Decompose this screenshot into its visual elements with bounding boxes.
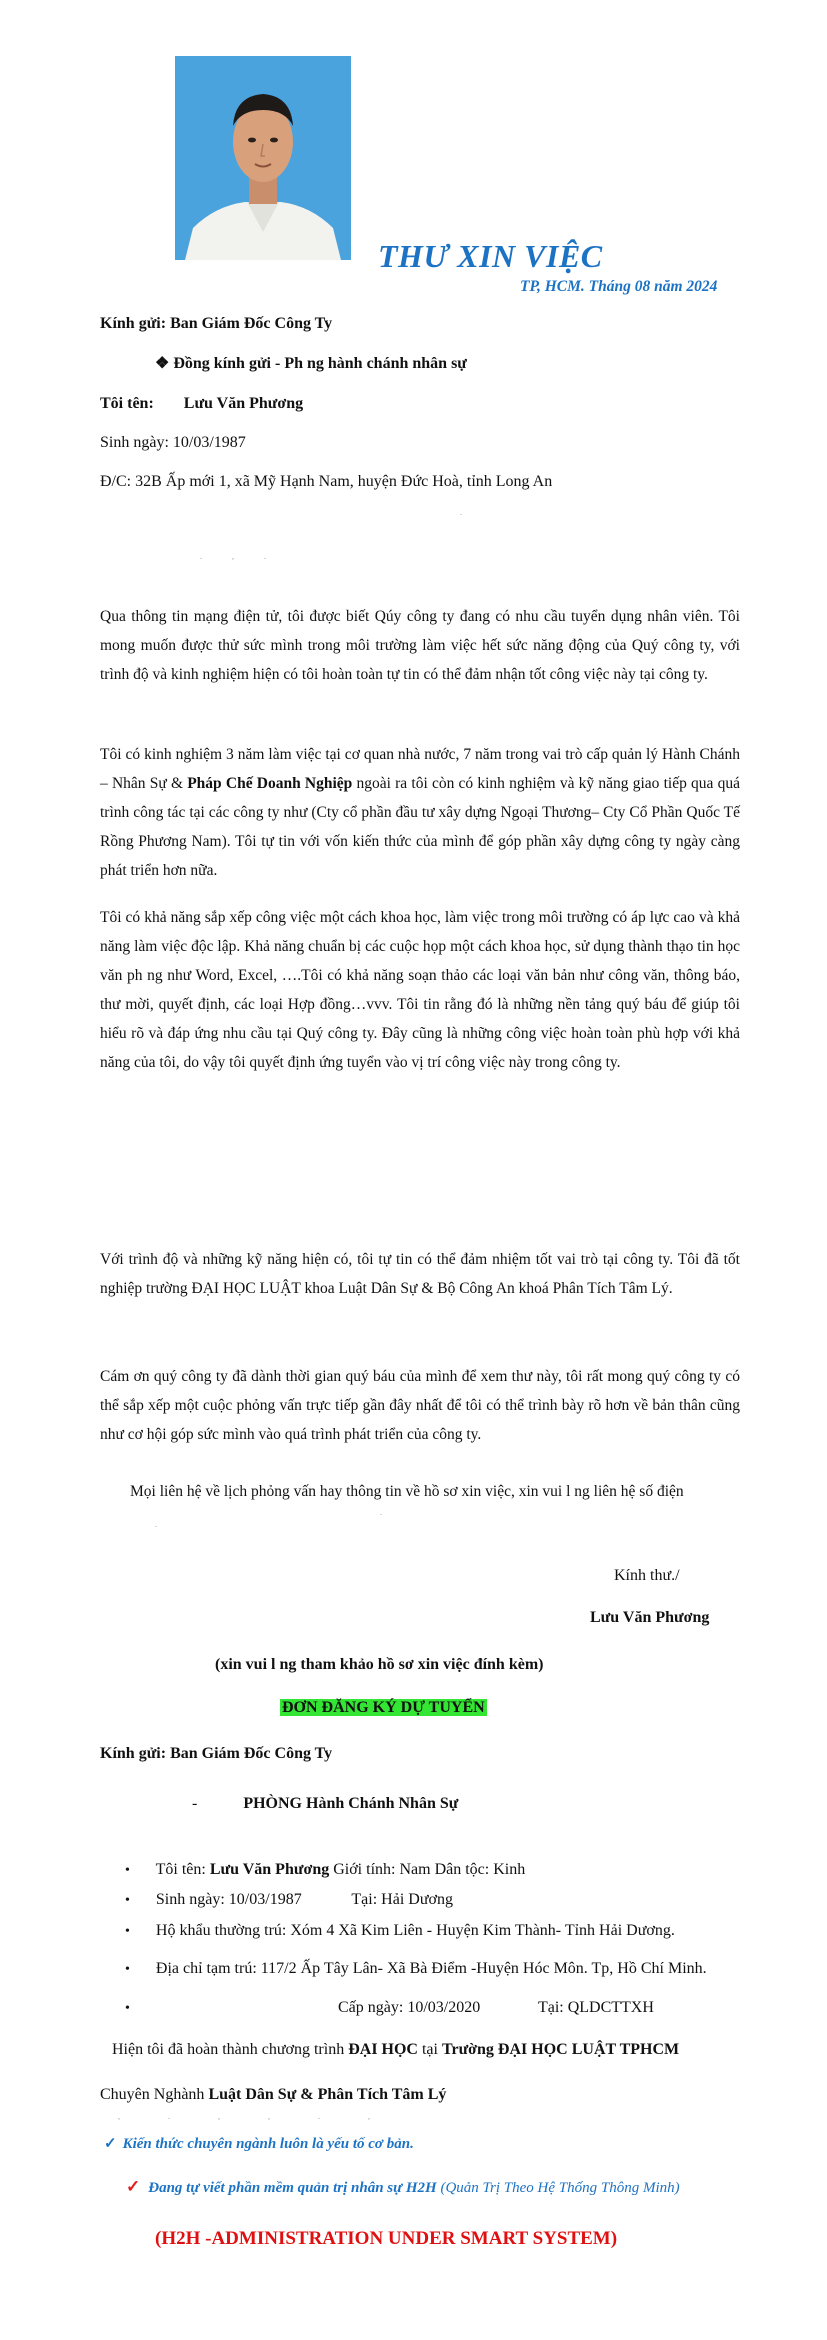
letter-recipient: Kính gửi: Ban Giám Đốc Công Ty <box>100 315 333 332</box>
letter-cc-text: Đồng kính gửi - Ph ng hành chánh nhân sự <box>173 355 467 372</box>
name-label: Tôi tên: <box>100 395 154 412</box>
paragraph-contact: Mọi liên hệ về lịch phỏng vấn hay thông tin về hồ sơ xin việc, xin vui l ng liên hệ số điện <box>130 1483 684 1500</box>
paragraph-intro: Qua thông tin mạng điện tử, tôi được biết Qúy công ty đang có nhu cầu tuyển dụng nhân viên. Tôi mong muốn được thử sức mình trong môi trường làm việc hết sức năng động của Quý công ty, với trình độ và kinh nghiệm hiện có tôi hoàn toàn tự tin có thể đảm nhận tốt công việc này tại công ty. <box>100 608 740 683</box>
form-title-text: ĐƠN ĐĂNG KÝ DỰ TUYỂN <box>282 1699 485 1716</box>
dash-bullet-icon: - <box>192 1795 198 1812</box>
stray-mark: .,. <box>200 552 296 561</box>
form-department <box>192 1794 458 1814</box>
letter-dob: Sinh ngày: 10/03/1987 <box>100 434 246 451</box>
edu-text: Hiện tôi đã hoàn thành chương trình <box>112 2041 349 2058</box>
paragraph-skills: Tôi có khả năng sắp xếp công việc một cách khoa học, làm việc trong môi trường có áp lực cao và khả năng làm việc độc lập. Khả năng chuẩn bị các cuộc họp một cách khoa học, sử dụng thành thạo tin học văn ph ng như Word, Excel, ….Tôi có khả năng soạn thảo các loại văn bản như công văn, thông báo, thư mời, quyết định, các loại Hợp đồng…vvv. Tôi tin rằng đó là những nền tảng quý báu để giúp tôi hiểu rõ và đáp ứng nhu cầu tại Quý công ty. Đây cũng là những công việc hoàn toàn phù hợp với khả năng của tôi, do vậy tôi quyết định ứng tuyển vào vị trí công việc này trong công ty. <box>100 909 740 1071</box>
form-education <box>112 2040 679 2060</box>
closing: Kính thư./ <box>614 1567 680 1584</box>
check-icon: ✓ <box>126 2177 141 2196</box>
check-item-2 <box>126 2176 726 2199</box>
form-name-label: Tôi tên: <box>155 1861 206 1878</box>
letter-address: Đ/C: 32B Ấp mới 1, xã Mỹ Hạnh Nam, huyện Đức Hoà, tỉnh Long An <box>100 473 553 490</box>
form-temporary-address: Địa chỉ tạm trú: 117/2 Ấp Tây Lân- Xã Bà Điểm -Huyện Hóc Môn. Tp, Hồ Chí Minh. <box>155 1960 707 1977</box>
check-item-2-text: Đang tự viết phần mềm quản trị nhân sự H2H <box>148 2180 437 2196</box>
form-name: Lưu Văn Phương <box>209 1861 330 1878</box>
letter-cc <box>155 354 467 374</box>
system-name: (H2H -ADMINISTRATION UNDER SMART SYSTEM) <box>155 2228 618 2249</box>
form-issued-row <box>338 1998 654 2018</box>
signature: Lưu Văn Phương <box>590 1609 710 1626</box>
edu-degree: ĐẠI HỌC <box>348 2041 418 2058</box>
form-title <box>280 1698 487 1718</box>
form-item-name <box>125 1860 525 1881</box>
stray-mark: ,.,,., <box>118 2112 418 2121</box>
letter-place-date: TP, HCM. Tháng 08 năm 2024 <box>520 278 718 295</box>
bullet-icon: • <box>125 1924 130 1939</box>
paragraph-experience-text: Tôi có kinh nghiệm 3 năm làm việc tại cơ quan nhà nước, 7 năm trong vai trò cấp quản lý Hành Chánh – Nhân Sự & <box>100 746 740 792</box>
letter-title: THƯ XIN VIỆC <box>378 238 603 274</box>
form-dob: Sinh ngày: 10/03/1987 <box>155 1891 302 1908</box>
check-item-2-sub: (Quản Trị Theo Hệ Thống Thông Minh) <box>440 2180 680 2196</box>
form-permanent-address: Hộ khẩu thường trú: Xóm 4 Xã Kim Liên - Huyện Kim Thành- Tỉnh Hải Dương. <box>155 1922 675 1939</box>
form-item-issued <box>125 1998 130 2019</box>
bullet-icon: • <box>125 1962 130 1977</box>
paragraph-experience-bold: Pháp Chế Doanh Nghiệp <box>187 775 353 792</box>
form-issued-place: Tại: QLDCTTXH <box>537 1999 654 2016</box>
check-item-1-text: Kiến thức chuyên ngành luôn là yếu tố cơ bản. <box>122 2136 414 2152</box>
major-label: Chuyên Nghành <box>100 2086 209 2103</box>
stray-mark: . <box>380 1508 382 1517</box>
form-item-permanent <box>125 1921 675 1942</box>
applicant-name: Lưu Văn Phương <box>183 395 304 412</box>
major-name: Luật Dân Sự & Phân Tích Tâm Lý <box>208 2086 447 2103</box>
stray-mark: . <box>460 508 462 517</box>
paragraph-experience <box>100 740 740 885</box>
form-item-temporary <box>125 1959 707 1980</box>
bullet-icon: • <box>125 1893 130 1908</box>
check-icon: ✓ <box>104 2136 117 2152</box>
form-item-dob <box>125 1890 453 1911</box>
form-issued-date: Cấp ngày: 10/03/2020 <box>338 1999 481 2016</box>
attachment-note: (xin vui l ng tham khảo hồ sơ xin việc đính kèm) <box>215 1656 544 1673</box>
edu-school: Trường ĐẠI HỌC LUẬT TPHCM <box>441 2041 680 2058</box>
form-pob: Tại: Hải Dương <box>351 1891 453 1908</box>
form-major <box>100 2085 446 2105</box>
department-name: PHÒNG Hành Chánh Nhân Sự <box>243 1795 459 1812</box>
form-gender-ethnicity: Giới tính: Nam Dân tộc: Kinh <box>333 1861 526 1878</box>
paragraph-thanks: Cám ơn quý công ty đã dành thời gian quý báu của mình để xem thư này, tôi rất mong quý công ty có thể sắp xếp một cuộc phỏng vấn trực tiếp gần đây nhất để tôi có thể trình bày rõ hơn về bản thân cũng như cơ hội góp sức mình vào quá trình phát triển của công ty. <box>100 1368 740 1443</box>
bullet-icon: • <box>125 2001 130 2016</box>
letter-name-row <box>100 394 303 414</box>
check-item-1 <box>104 2134 414 2153</box>
diamond-bullet-icon: ❖ <box>155 355 170 372</box>
edu-at: tại <box>417 2041 442 2058</box>
paragraph-experience-rest: ngoài ra tôi còn có kinh nghiệm và kỹ năng giao tiếp qua quá trình công tác tại các công ty như (Cty cổ phần đầu tư xây dựng Ngoại Thương– Cty Cổ Phần Quốc Tế Rồng Phương Nam). Tôi tự tin với vốn kiến thức của mình để góp phần xây dựng công ty ngày càng phát triển hơn nữa. <box>100 775 740 879</box>
bullet-icon: • <box>125 1863 130 1878</box>
paragraph-education: Với trình độ và những kỹ năng hiện có, tôi tự tin có thể đảm nhiệm tốt vai trò tại công ty. Tôi đã tốt nghiệp trường ĐẠI HỌC LUẬT khoa Luật Dân Sự & Bộ Công An khoá Phân Tích Tâm Lý. <box>100 1251 740 1297</box>
applicant-photo <box>175 56 351 260</box>
form-recipient: Kính gửi: Ban Giám Đốc Công Ty <box>100 1745 333 1762</box>
stray-mark: . <box>155 1520 157 1529</box>
